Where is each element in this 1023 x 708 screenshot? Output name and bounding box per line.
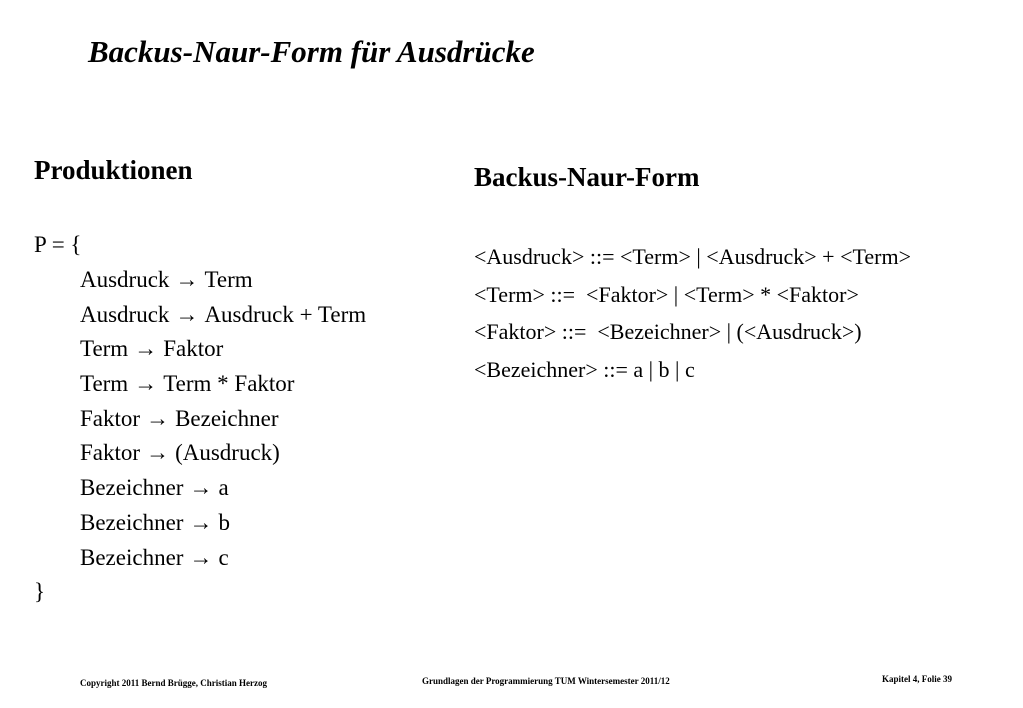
- arrow-icon: →: [146, 440, 170, 466]
- bnf-rule: <Term> ::= <Faktor> | <Term> * <Faktor>: [474, 281, 859, 307]
- production-rhs: (Ausdruck): [175, 440, 280, 466]
- production-rhs: Term * Faktor: [163, 371, 295, 397]
- bnf-rule: <Bezeichner> ::= a | b | c: [474, 356, 695, 382]
- footer-copyright: Copyright 2011 Bernd Brügge, Christian Herzog: [80, 678, 267, 688]
- arrow-icon: →: [146, 405, 170, 431]
- production-rule: [80, 544, 366, 579]
- arrow-icon: →: [189, 475, 213, 501]
- production-lhs: Faktor: [80, 405, 141, 431]
- production-rhs: c: [218, 544, 229, 570]
- arrow-icon: →: [189, 544, 213, 570]
- production-lhs: Bezeichner: [80, 544, 184, 570]
- footer-slide-number: Kapitel 4, Folie 39: [882, 674, 952, 684]
- productions-list: [80, 266, 366, 578]
- production-rule: [80, 370, 366, 405]
- production-rhs: Faktor: [163, 336, 224, 362]
- production-lhs: Term: [80, 336, 129, 362]
- production-rule: [80, 405, 366, 440]
- production-rhs: Term: [204, 267, 253, 292]
- production-lhs: Faktor: [80, 440, 141, 466]
- arrow-icon: →: [134, 336, 158, 362]
- bnf-heading: Backus-Naur-Form: [474, 162, 700, 192]
- slide-title: Backus-Naur-Form für Ausdrücke: [88, 34, 535, 69]
- arrow-icon: →: [175, 301, 199, 327]
- production-rule: [80, 266, 366, 301]
- production-rule: [80, 301, 366, 336]
- footer-course: Grundlagen der Programmierung TUM Wintersemester 2011/12: [422, 676, 670, 686]
- production-rule: [80, 474, 366, 509]
- production-rhs: Ausdruck + Term: [204, 301, 367, 327]
- production-rhs: Bezeichner: [175, 405, 279, 431]
- production-lhs: Ausdruck: [80, 267, 170, 292]
- bnf-rule: <Ausdruck> ::= <Term> | <Ausdruck> + <Term>: [474, 244, 911, 269]
- bnf-rule: <Faktor> ::= <Bezeichner> | (<Ausdruck>): [474, 319, 862, 344]
- production-lhs: Bezeichner: [80, 475, 184, 501]
- arrow-icon: →: [175, 267, 199, 292]
- bnf-rules-list: [474, 243, 911, 393]
- production-lhs: Ausdruck: [80, 301, 170, 327]
- production-rule: [80, 335, 366, 370]
- arrow-icon: →: [134, 371, 158, 397]
- production-lhs: Term: [80, 371, 129, 397]
- productions-heading: Produktionen: [34, 155, 193, 185]
- production-rule: [80, 509, 366, 544]
- production-rhs: a: [218, 475, 229, 501]
- production-rhs: b: [218, 509, 230, 535]
- production-rule: [80, 439, 366, 474]
- productions-set-close: }: [34, 579, 46, 604]
- arrow-icon: →: [189, 509, 213, 535]
- production-lhs: Bezeichner: [80, 509, 184, 535]
- productions-set-open: P = {: [34, 232, 82, 257]
